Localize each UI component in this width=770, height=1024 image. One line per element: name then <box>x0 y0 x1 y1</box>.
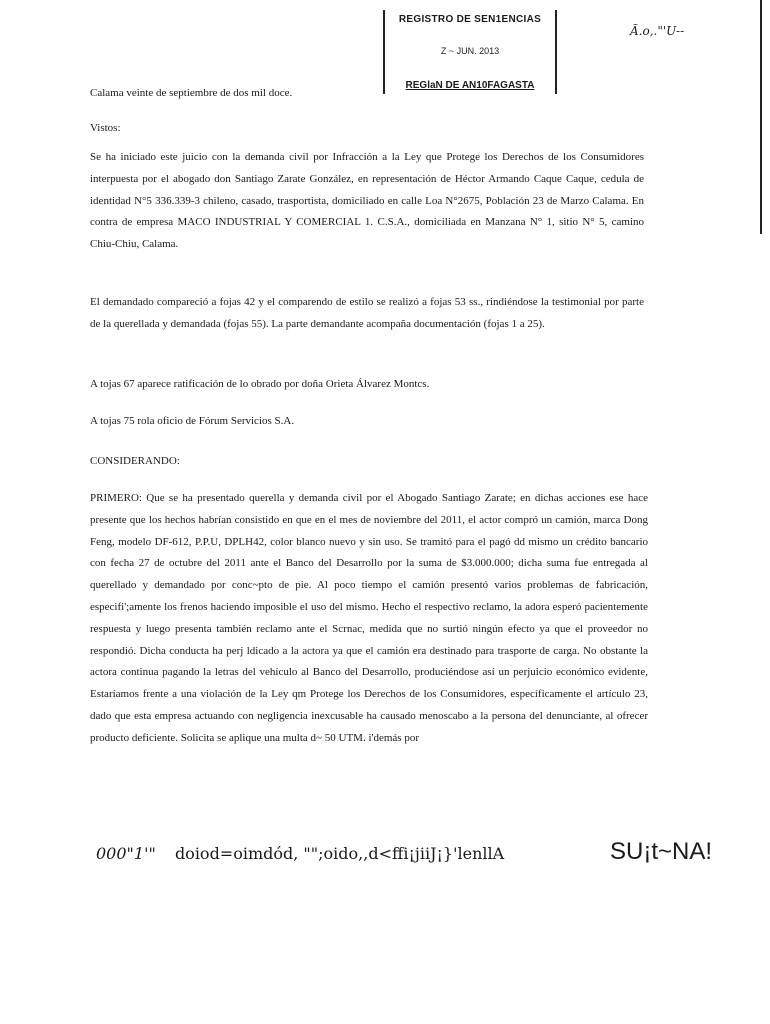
line-fojas-75: A tojas 75 rola oficio de Fórum Servicios S.A. <box>90 415 295 427</box>
vistos-heading: Vistos: <box>90 122 121 134</box>
footer-lead: 000"1'" <box>96 844 156 863</box>
footer-garbled-line <box>96 844 504 863</box>
registry-stamp <box>383 10 557 94</box>
stamp-date: Z ~ JUN. 2013 <box>440 46 500 56</box>
margin-line <box>760 0 762 234</box>
considerando-heading: CONSIDERANDO: <box>90 455 180 467</box>
paragraph-primero: PRIMERO: Que se ha presentado querella y demanda civil por el Abogado Santiago Zarate; en dichas acciones ese hace presente que los hechos habrían consistido en que en el mes de noviembre del 2011, el actor compró un camión, marca Dong Feng, modelo DF-612, P.P.U, DPLH42, color blanco nuevo y sin uso. Se tramitó para el pagó dd mismo un crédito bancario con fecha 27 de octubre del 2011 ante el Banco del Desarrollo por la suma de $3.000.000; dicha suma fue entregada al querellado y demandado por conc~pto de pie. Al poco tiempo el camión presentó varios problemas de fabricación, especifi';amente los frenos haciendo imposible el uso del mismo. Hecho el respectivo reclamo, la adora esperó pacientemente respuesta y luego presenta también reclamo ante el Scrnac, medida que no surtió ningún efecto ya que el proveedor no respondió. Dicha conducta ha perj ldicado a la actora ya que el camión era destinado para trasporte de carga. No obstante la actora continua pagando la letras del vehículo al Banco del Desarrollo, produciéndose así un perjuicio económico evidente, Estaríamos frente a una violación de la Ley qm Protege los Derechos de los Consumidores, específicamente el artículo 23, dado que esta empresa actuando con negligencia inexcusable ha causado menoscabo a la persona del denunciante, al ofrecer producto deficiente. Solicita se aplique una multa d~ 50 UTM. i'demás por <box>90 492 648 744</box>
date-line: Calama veinte de septiembre de dos mil doce. <box>90 87 293 99</box>
footer-right-mark: SU¡t~NA! <box>610 838 713 865</box>
line-fojas-67: A tojas 67 aparece ratificación de lo obrado por doña Orieta Álvarez Montcs. <box>90 378 430 390</box>
paragraph-appearance: El demandado compareció a fojas 42 y el comparendo de estilo se realizó a fojas 53 ss., rindiéndose la testimonial por parte de la querellada y demandada (fojas 55). La parte demandante acompaña documentación (fojas 1 a 25). <box>90 296 644 330</box>
paragraph-complaint: Se ha iniciado este juicio con la demanda civil por Infracción a la Ley que Protege los Derechos de los Consumidores interpuesta por el abogado don Santiago Zarate González, en representación de Héctor Armando Caque Caque, cedula de identidad N°5 336.339-3 chileno, casado, trasportista, domiciliado en calle Loa N°2675, Población 23 de Marzo Calama. En contra de empresa MACO INDUSTRIAL Y COMERCIAL 1. C.S.A., domiciliada en Manzana N° 1, sitio N° 5, camino Chiu-Chiu, Calama. <box>90 151 644 251</box>
footer-garbled-text: doiod=oimdód, "";oido,,d<ffi¡jiiJ¡}'lenllA <box>174 844 505 863</box>
stamp-region: REGlaN DE AN10FAGASTA <box>405 80 535 91</box>
signature-mark: Ã.o,."'U-- <box>630 24 685 38</box>
stamp-title: REGISTRO DE SEN1ENCIAS <box>398 14 542 25</box>
